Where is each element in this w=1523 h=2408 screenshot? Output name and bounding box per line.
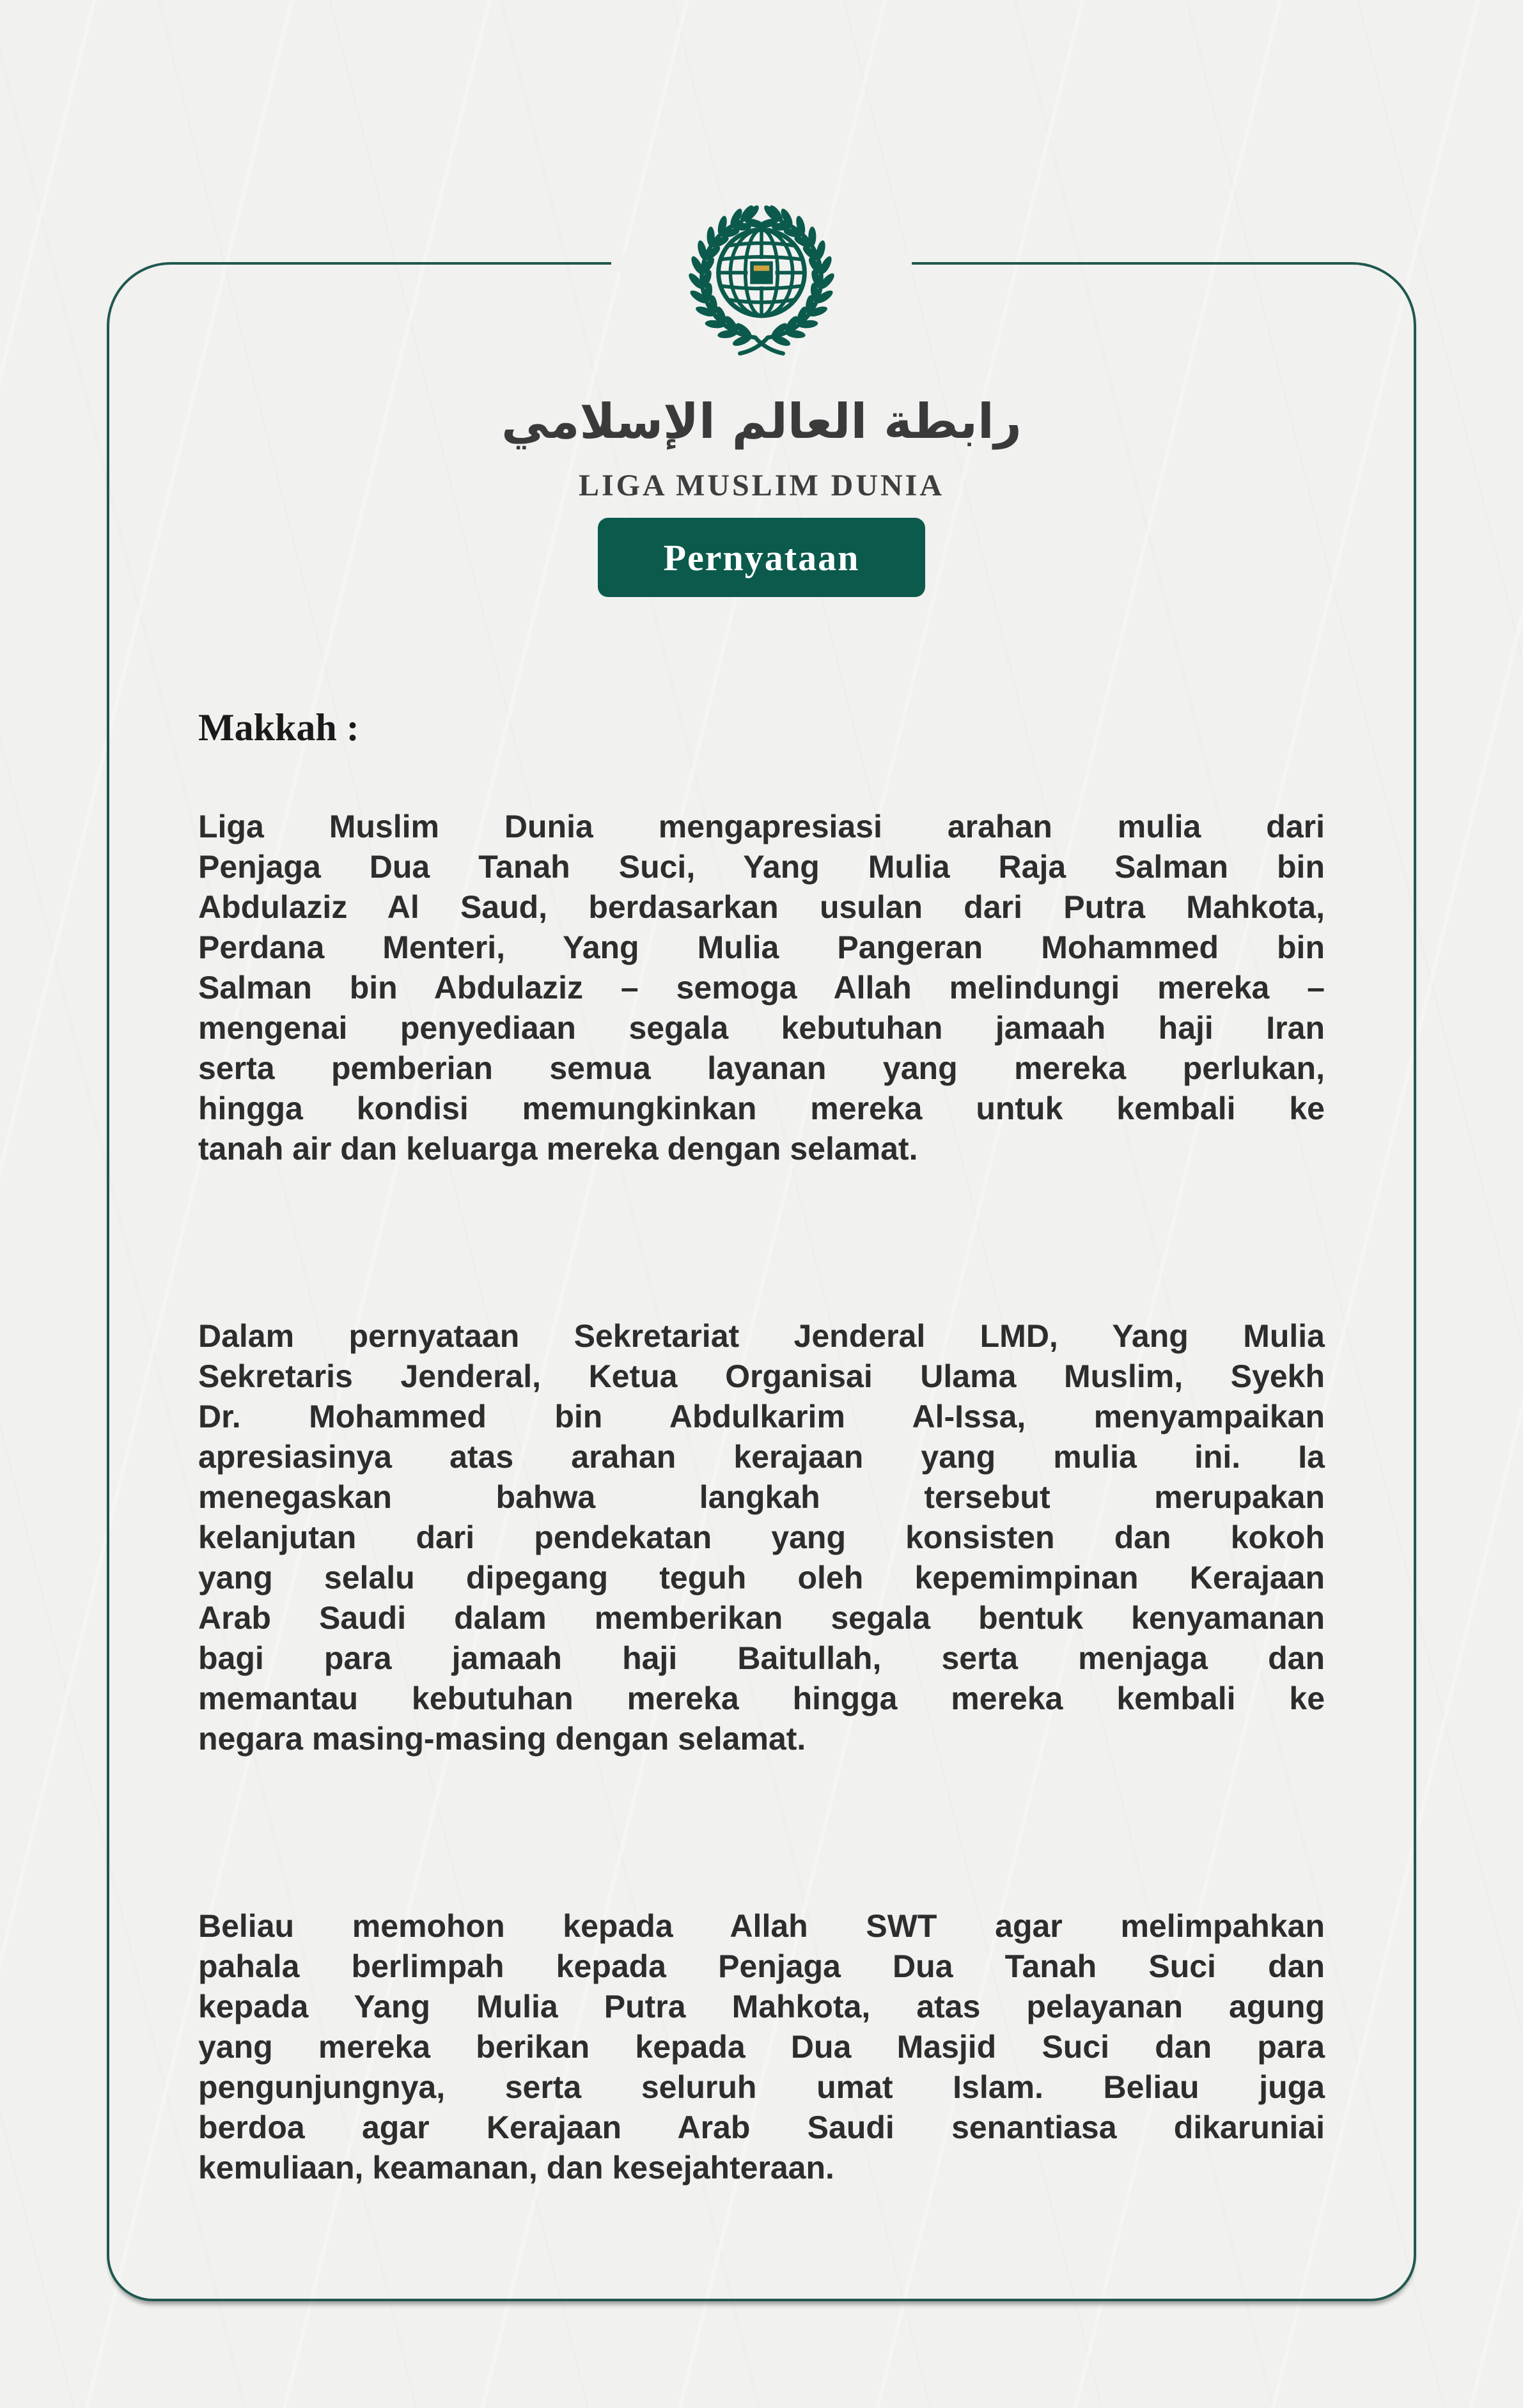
paragraph	[198, 1316, 1325, 1759]
arabic-org-title: رابطة العالم الإسلامي	[501, 393, 1022, 449]
paragraph-line: bagi para jamaah haji Baitullah, serta menjaga dan	[198, 1640, 1325, 1676]
paragraph-line: Dr. Mohammed bin Abdulkarim Al-Issa, menyampaikan	[198, 1399, 1325, 1434]
paragraphs	[198, 807, 1325, 2188]
paragraph-line: negara masing-masing dengan selamat.	[198, 1721, 806, 1757]
paragraph-line: Perdana Menteri, Yang Mulia Pangeran Mohammed bin	[198, 929, 1325, 965]
paragraph-line: pengunjungnya, serta seluruh umat Islam. Beliau juga	[198, 2069, 1325, 2105]
org-name: LIGA MUSLIM DUNIA	[578, 469, 945, 502]
statement-body	[198, 703, 1325, 2188]
paragraph-line: pahala berlimpah kepada Penjaga Dua Tanah Suci dan	[198, 1948, 1325, 1984]
paragraph-line: Beliau memohon kepada Allah SWT agar melimpahkan	[198, 1908, 1325, 1944]
paragraph-line: Arab Saudi dalam memberikan segala bentuk kenyamanan	[198, 1600, 1325, 1636]
paragraph-line: Salman bin Abdulaziz – semoga Allah melindungi mereka –	[198, 970, 1325, 1006]
paragraph-line: serta pemberian semua layanan yang mereka perlukan,	[198, 1050, 1325, 1086]
paragraph-line: yang selalu dipegang teguh oleh kepemimpinan Kerajaan	[198, 1560, 1325, 1596]
paragraph-line: kemuliaan, keamanan, dan kesejahteraan.	[198, 2150, 834, 2186]
paragraph-line: memantau kebutuhan mereka hingga mereka kembali ke	[198, 1681, 1325, 1716]
paragraph-line: hingga kondisi memungkinkan mereka untuk kembali ke	[198, 1091, 1325, 1126]
paragraph-line: Dalam pernyataan Sekretariat Jenderal LMD, Yang Mulia	[198, 1318, 1325, 1354]
paragraph	[198, 807, 1325, 1169]
paragraph-line: kepada Yang Mulia Putra Mahkota, atas pelayanan agung	[198, 1989, 1325, 2024]
paragraph-line: Penjaga Dua Tanah Suci, Yang Mulia Raja Salman bin	[198, 849, 1325, 885]
paragraph-line: mengenai penyediaan segala kebutuhan jamaah haji Iran	[198, 1010, 1325, 1046]
paragraph-line: Sekretaris Jenderal, Ketua Organisai Ulama Muslim, Syekh	[198, 1358, 1325, 1394]
dateline: Makkah :	[198, 706, 359, 749]
mwl-logo	[678, 193, 845, 373]
statement-badge	[598, 518, 925, 597]
paragraph-line: yang mereka berikan kepada Dua Masjid Suci dan para	[198, 2029, 1325, 2065]
paragraph-line: menegaskan bahwa langkah tersebut merupakan	[198, 1479, 1325, 1515]
paragraph	[198, 1906, 1325, 2188]
paragraph-line: berdoa agar Kerajaan Arab Saudi senantiasa dikaruniai	[198, 2109, 1325, 2145]
statement-badge-label: Pernyataan	[663, 536, 860, 579]
paragraph-line: apresiasinya atas arahan kerajaan yang mulia ini. Ia	[198, 1439, 1325, 1475]
wreath-globe-icon	[678, 193, 845, 373]
paragraph-line: tanah air dan keluarga mereka dengan selamat.	[198, 1131, 918, 1167]
paragraph-line: Liga Muslim Dunia mengapresiasi arahan mulia dari	[198, 809, 1325, 844]
paragraph-line: kelanjutan dari pendekatan yang konsisten dan kokoh	[198, 1519, 1325, 1555]
paragraph-line: Abdulaziz Al Saud, berdasarkan usulan dari Putra Mahkota,	[198, 889, 1325, 925]
